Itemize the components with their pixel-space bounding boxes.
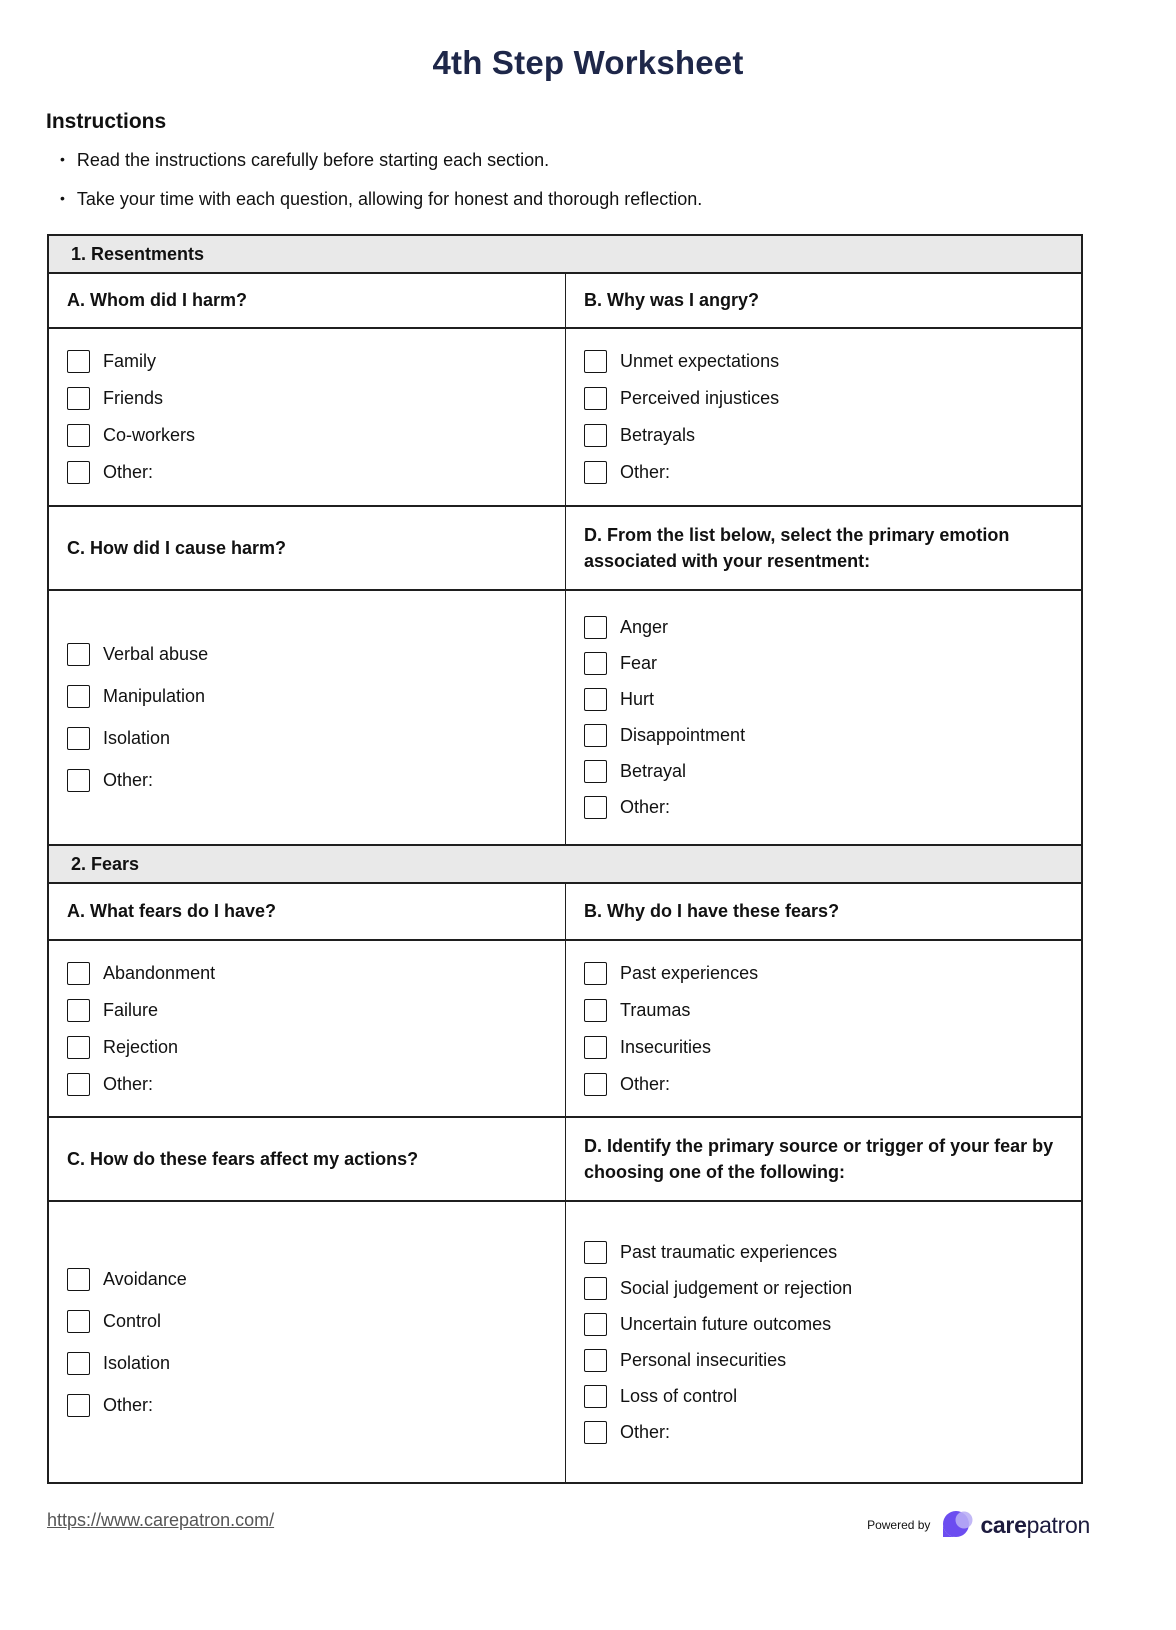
option-label: Other: (103, 462, 154, 482)
options-2c (49, 1202, 565, 1482)
page-footer (0, 1498, 1176, 1578)
checkbox-option (67, 999, 553, 1022)
option-label: Failure (103, 999, 159, 1020)
checkbox[interactable] (584, 1385, 607, 1408)
checkbox-option (67, 962, 553, 985)
section-2-options-row-cd (49, 1202, 1081, 1482)
checkbox-option (67, 727, 553, 750)
option-label: Manipulation (103, 686, 206, 706)
checkbox-option (584, 724, 1069, 747)
section-1-header (49, 236, 1081, 274)
checkbox[interactable] (67, 387, 90, 410)
checkbox[interactable] (67, 1036, 90, 1059)
instruction-bullet (60, 150, 1176, 171)
option-label: Betrayal (620, 761, 687, 781)
question-2d: D. Identify the primary source or trigger of your fear by choosing one of the following: (565, 1118, 1081, 1200)
checkbox[interactable] (584, 1421, 607, 1444)
section-2-question-row-cd (49, 1118, 1081, 1202)
checkbox[interactable] (584, 652, 607, 675)
checkbox[interactable] (584, 688, 607, 711)
question-2b: B. Why do I have these fears? (565, 884, 1081, 939)
carepatron-wordmark (980, 1512, 1090, 1539)
checkbox-option (67, 1073, 553, 1096)
option-label: Betrayals (620, 425, 696, 445)
option-label: Uncertain future outcomes (620, 1313, 832, 1334)
options-1b (565, 329, 1081, 505)
brand-patron: patron (1026, 1511, 1090, 1538)
checkbox[interactable] (67, 461, 90, 484)
option-label: Personal insecurities (620, 1349, 787, 1370)
checkbox[interactable] (584, 796, 607, 819)
checkbox[interactable] (67, 1310, 90, 1333)
question-1a: A. Whom did I harm? (67, 290, 247, 311)
checkbox[interactable] (584, 1349, 607, 1372)
checkbox[interactable] (67, 1352, 90, 1375)
checkbox[interactable] (67, 727, 90, 750)
options-2d (565, 1202, 1081, 1482)
instruction-bullet (60, 189, 1176, 210)
checkbox[interactable] (584, 424, 607, 447)
option-label: Other: (103, 1073, 154, 1094)
checkbox-option (67, 1394, 553, 1417)
checkbox-option (584, 1073, 1069, 1096)
option-label: Isolation (103, 1352, 171, 1373)
checkbox[interactable] (67, 769, 90, 792)
checkbox[interactable] (584, 1313, 607, 1336)
question-1d: D. From the list below, select the primary emotion associated with your resentment: (565, 507, 1081, 589)
checkbox[interactable] (67, 1394, 90, 1417)
checkbox[interactable] (67, 999, 90, 1022)
option-label: Friends (103, 388, 164, 408)
checkbox-option (584, 350, 1069, 373)
section-1-title: 1. Resentments (71, 243, 205, 264)
option-label: Unmet expectations (620, 351, 780, 371)
checkbox-option (584, 1385, 1069, 1408)
bullet-dot-icon: • (60, 151, 65, 167)
option-label: Hurt (620, 689, 655, 709)
checkbox[interactable] (67, 350, 90, 373)
option-label: Other: (620, 1421, 671, 1442)
question-1b: B. Why was I angry? (565, 274, 1081, 327)
checkbox-option (584, 1349, 1069, 1372)
checkbox[interactable] (67, 685, 90, 708)
option-label: Co-workers (103, 425, 196, 445)
options-2a (49, 941, 565, 1116)
checkbox-option (584, 1036, 1069, 1059)
option-label: Insecurities (620, 1036, 712, 1057)
checkbox-option (584, 387, 1069, 410)
page-title: 4th Step Worksheet (432, 44, 744, 81)
checkbox[interactable] (584, 760, 607, 783)
section-1-options-row-cd (49, 591, 1081, 846)
section-2-header (49, 846, 1081, 884)
options-2b (565, 941, 1081, 1116)
section-2-question-row-ab (49, 884, 1081, 941)
powered-by-label: Powered by (867, 1518, 931, 1532)
checkbox-option (584, 1277, 1069, 1300)
checkbox-option (67, 387, 553, 410)
option-label: Loss of control (620, 1385, 738, 1406)
checkbox-option (584, 424, 1069, 447)
options-1d (565, 591, 1081, 844)
option-label: Other: (103, 770, 154, 790)
option-label: Perceived injustices (620, 388, 780, 408)
option-label: Disappointment (620, 725, 746, 745)
checkbox[interactable] (584, 350, 607, 373)
option-label: Other: (620, 797, 671, 817)
checkbox-option (67, 769, 553, 792)
question-2a: A. What fears do I have? (67, 901, 277, 922)
checkbox[interactable] (584, 1241, 607, 1264)
checkbox-option (67, 1268, 553, 1291)
checkbox-option (584, 1313, 1069, 1336)
checkbox-option (67, 685, 553, 708)
brand-care: care (980, 1511, 1027, 1538)
option-label: Rejection (103, 1036, 179, 1057)
instructions-bullet-list (46, 150, 1176, 210)
option-label: Isolation (103, 728, 171, 748)
checkbox[interactable] (67, 424, 90, 447)
checkbox-option (584, 1421, 1069, 1444)
option-label: Fear (620, 653, 658, 673)
option-label: Anger (620, 617, 669, 637)
checkbox-option (584, 760, 1069, 783)
option-label: Past experiences (620, 962, 759, 983)
bullet-dot-icon: • (60, 190, 65, 206)
section-1-question-row-cd (49, 507, 1081, 591)
checkbox[interactable] (584, 1073, 607, 1096)
option-label: Other: (620, 462, 671, 482)
checkbox[interactable] (584, 461, 607, 484)
checkbox[interactable] (584, 387, 607, 410)
checkbox[interactable] (67, 643, 90, 666)
checkbox-option (67, 1036, 553, 1059)
worksheet-table (47, 234, 1083, 1484)
checkbox[interactable] (67, 962, 90, 985)
section-2-options-row-ab (49, 941, 1081, 1118)
option-label: Social judgement or rejection (620, 1277, 853, 1298)
checkbox[interactable] (67, 1073, 90, 1096)
option-label: Avoidance (103, 1268, 187, 1289)
checkbox-option (67, 350, 553, 373)
question-1c: C. How did I cause harm? (67, 537, 287, 558)
section-1-options-row-ab (49, 329, 1081, 507)
checkbox[interactable] (584, 962, 607, 985)
checkbox-option (584, 616, 1069, 639)
section-2-title: 2. Fears (71, 853, 140, 874)
powered-by-block (867, 1508, 1090, 1542)
checkbox-option (584, 999, 1069, 1022)
checkbox-option (67, 461, 553, 484)
question-2c: C. How do these fears affect my actions? (67, 1148, 419, 1169)
checkbox-option (584, 652, 1069, 675)
checkbox-option (584, 461, 1069, 484)
checkbox-option (584, 688, 1069, 711)
options-1c (49, 591, 565, 844)
checkbox-option (67, 1310, 553, 1333)
section-1-question-row-ab (49, 274, 1081, 329)
checkbox-option (584, 1241, 1069, 1264)
instruction-text: Take your time with each question, allowing for honest and thorough reflection. (76, 189, 703, 209)
checkbox-option (67, 643, 553, 666)
option-label: Traumas (620, 999, 691, 1020)
checkbox[interactable] (67, 1268, 90, 1291)
carepatron-logo-icon (940, 1508, 974, 1542)
checkbox-option (584, 796, 1069, 819)
checkbox[interactable] (584, 616, 607, 639)
option-label: Other: (103, 1394, 154, 1415)
option-label: Other: (620, 1073, 671, 1094)
carepatron-link[interactable]: https://www.carepatron.com/ (47, 1510, 275, 1530)
instructions-section (46, 110, 1176, 210)
checkbox[interactable] (584, 1277, 607, 1300)
checkbox-option (67, 1352, 553, 1375)
checkbox[interactable] (584, 999, 607, 1022)
checkbox[interactable] (584, 1036, 607, 1059)
option-label: Past traumatic experiences (620, 1241, 838, 1262)
instructions-heading: Instructions (46, 110, 167, 133)
checkbox-option (584, 962, 1069, 985)
option-label: Abandonment (103, 962, 216, 983)
checkbox[interactable] (584, 724, 607, 747)
option-label: Verbal abuse (103, 644, 209, 664)
checkbox-option (67, 424, 553, 447)
options-1a (49, 329, 565, 505)
instruction-text: Read the instructions carefully before starting each section. (76, 150, 550, 170)
option-label: Control (103, 1310, 162, 1331)
option-label: Family (103, 351, 156, 371)
